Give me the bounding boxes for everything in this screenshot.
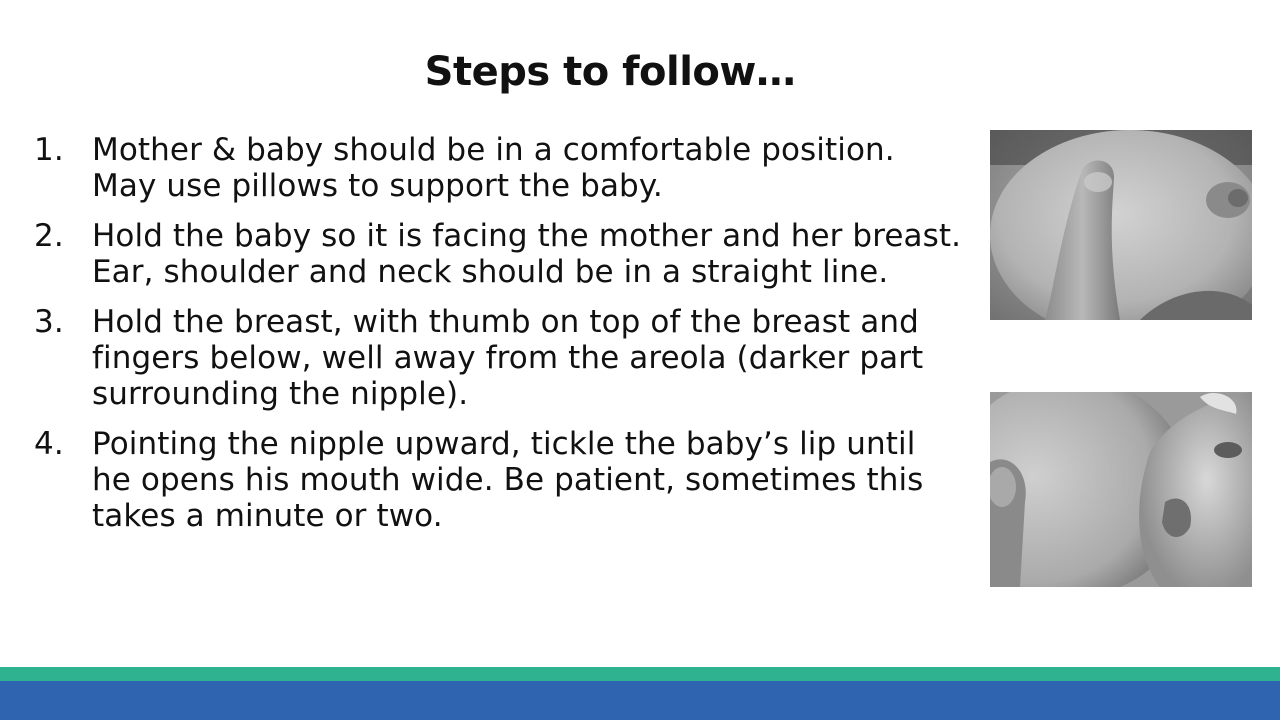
photo-baby-latching — [990, 392, 1252, 587]
steps-list — [34, 132, 964, 548]
step-item — [34, 304, 964, 412]
step-text: Hold the baby so it is facing the mother and her breast. Ear, shoulder and neck should be in a straight line. — [92, 218, 962, 290]
step-text: Hold the breast, with thumb on top of the breast and fingers below, well away from the areola (darker part surrounding the nipple). — [92, 304, 924, 412]
step-number: 1. — [34, 132, 64, 168]
footer-band-blue — [0, 681, 1280, 720]
step-item — [34, 132, 964, 204]
step-number: 2. — [34, 218, 64, 254]
step-item — [34, 218, 964, 290]
footer-band-teal — [0, 667, 1280, 681]
step-item — [34, 426, 964, 534]
step-number: 3. — [34, 304, 64, 340]
step-number: 4. — [34, 426, 64, 462]
photo-breast-hold — [990, 130, 1252, 320]
step-text: Pointing the nipple upward, tickle the baby’s lip until he opens his mouth wide. Be patient, sometimes this takes a minute or two. — [92, 426, 924, 534]
step-text: Mother & baby should be in a comfortable position. May use pillows to support the baby. — [92, 132, 895, 204]
slide-title: Steps to follow… — [424, 49, 796, 95]
